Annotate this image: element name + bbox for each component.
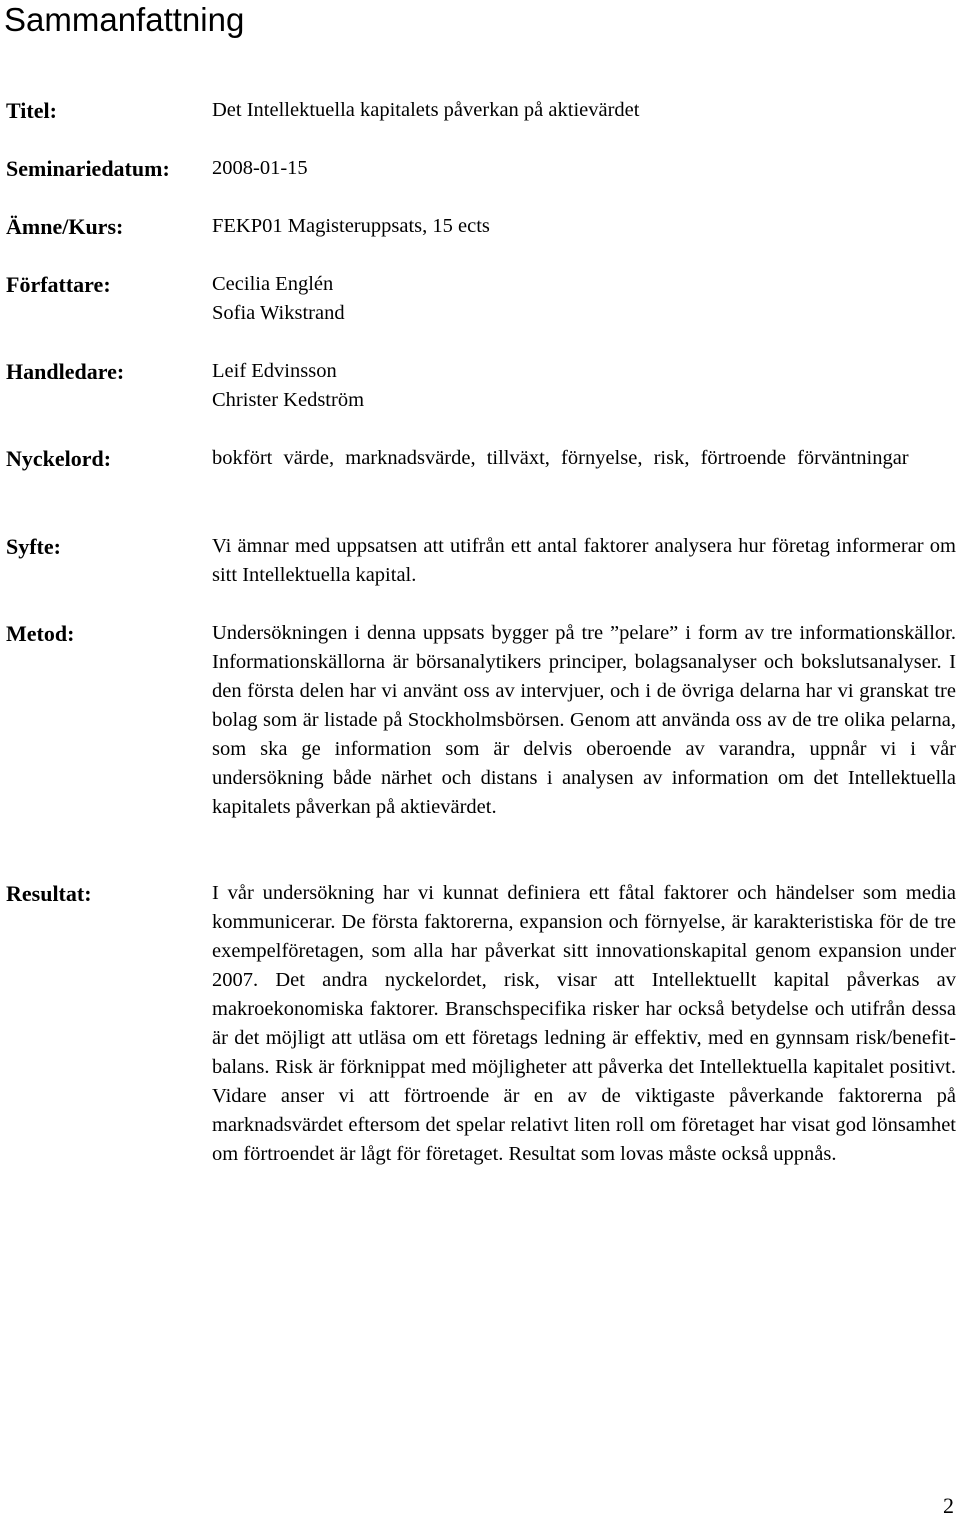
label-nyckelord: Nyckelord:	[6, 446, 112, 471]
supervisor-name: Leif Edvinsson	[212, 360, 337, 382]
label-amne-kurs: Ämne/Kurs:	[6, 214, 124, 239]
page-heading: Sammanfattning	[4, 1, 245, 38]
label-titel: Titel:	[6, 98, 57, 123]
value-amne-kurs: FEKP01 Magisteruppsats, 15 ects	[212, 215, 490, 237]
value-seminariedatum: 2008-01-15	[212, 157, 308, 179]
label-resultat: Resultat:	[6, 881, 92, 906]
value-resultat: I vår undersökning har vi kunnat definiera ett fåtal faktorer och händelser som media kommunicerar. De första faktorerna, expansion och förnyelse, är karakteristiska för de tre exempelföretagen, som alla har påverkat sitt innovationskapital genom expansion under 2007. Det andra nyckelordet, risk, visar att Intellektuellt kapital påverkas av makroekonomiska faktorer. Branschspecifika risker har också betydelse och utifrån dessa är det möjligt att utläsa om ett företags ledning är effektiv, med en gynnsam risk/benefit-balans. Risk är förknippat med möjligheter att påverka det Intellektuella kapitalet positivt. Vidare anser vi att förtroende är en av de viktigaste påverkande faktorerna på marknadsvärdet eftersom det spelar relativt liten roll om företaget har visat god lönsamhet om förtroendet är lågt för företaget. Resultat som lovas måste också uppnås.	[212, 882, 956, 1165]
value-nyckelord: bokfört värde, marknadsvärde, tillväxt, förnyelse, risk, förtroende förväntningar	[212, 447, 909, 469]
label-syfte: Syfte:	[6, 534, 61, 559]
value-forfattare	[212, 270, 956, 328]
value-syfte: Vi ämnar med uppsatsen att utifrån ett antal faktorer analysera hur företag informerar om sitt Intellektuella kapital.	[212, 535, 956, 586]
label-seminariedatum: Seminariedatum:	[6, 156, 170, 181]
value-titel: Det Intellektuella kapitalets påverkan på aktievärdet	[212, 99, 640, 121]
label-metod: Metod:	[6, 621, 75, 646]
value-metod: Undersökningen i denna uppsats bygger på tre ”pelare” i form av tre informationskällor. Informationskällorna är börsanalytikers principer, bolagsanalyser och bokslutsanalyser. I den första delen har vi använt oss av intervjuer, och i de övriga delarna har vi granskat tre bolag som är listade på Stockholmsbörsen. Genom att använda oss av de tre olika pelarna, som ska ge information som är delvis oberoende av varandra, uppnår vi i vår undersökning både närhet och distans i analysen av information om det Intellektuella kapitalets påverkan på aktievärdet.	[212, 622, 956, 818]
page-number: 2	[943, 1493, 954, 1518]
supervisor-name: Christer Kedström	[212, 389, 365, 411]
label-handledare: Handledare:	[6, 359, 125, 384]
author-name: Sofia Wikstrand	[212, 302, 345, 324]
author-name: Cecilia Englén	[212, 273, 334, 295]
label-forfattare: Författare:	[6, 272, 111, 297]
value-handledare	[212, 357, 956, 415]
